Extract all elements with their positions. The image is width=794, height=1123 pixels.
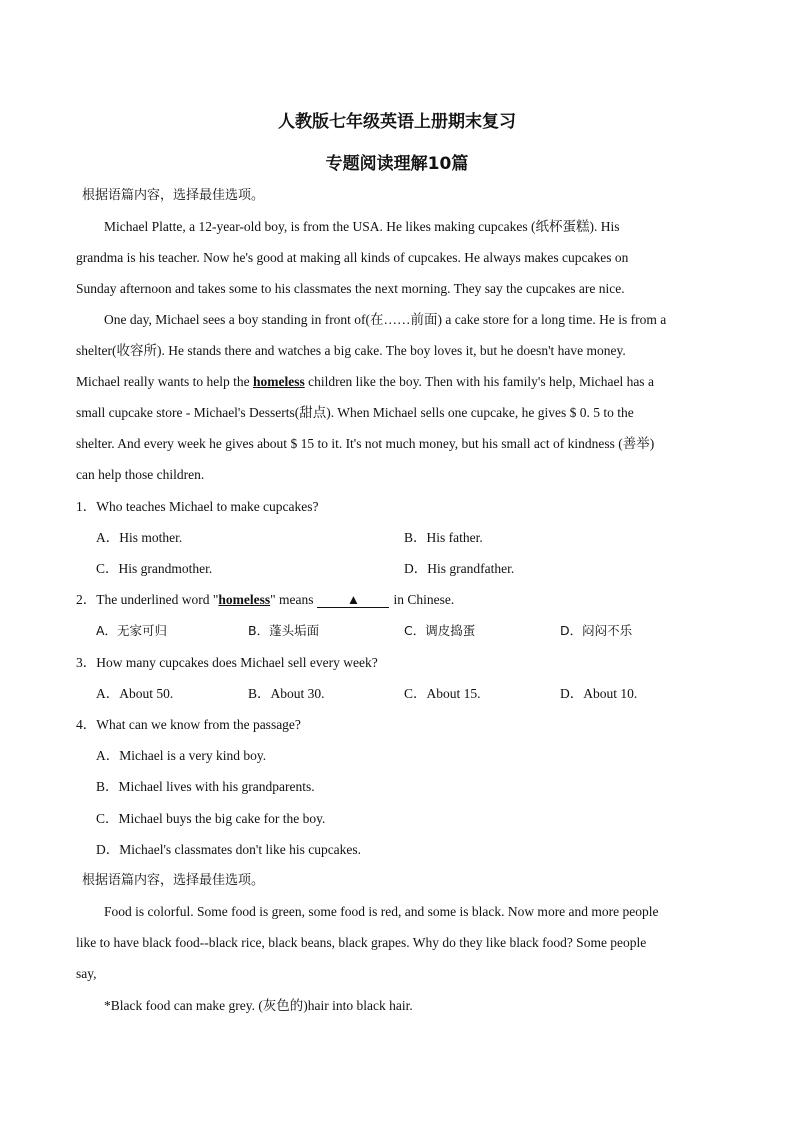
question-2-stem (76, 591, 454, 609)
homeless-keyword: homeless (252, 374, 305, 389)
option-text: B．蓬头垢面 (248, 623, 320, 638)
question-1-option-c[interactable]: C．His grandmother. (96, 561, 213, 576)
passage-1-line (76, 373, 654, 391)
question-2-text: " means (270, 592, 314, 607)
question-2-option-d[interactable] (560, 622, 632, 640)
question-3-option-d[interactable]: D．About 10. (560, 686, 638, 701)
passage-1-text: Michael really wants to help the (76, 374, 253, 389)
question-2-option-b[interactable] (248, 622, 319, 640)
question-2-text: in Chinese. (393, 592, 455, 607)
homeless-keyword: homeless (218, 592, 271, 607)
question-3-option-b[interactable]: B．About 30. (248, 686, 325, 701)
passage-1-line: small cupcake store - Michael's Desserts(甜点). When Michael sells one cupcake, he gives $ 0. 5 to the (76, 405, 634, 420)
question-2-option-c[interactable] (404, 622, 475, 640)
passage-1-line: Sunday afternoon and takes some to his classmates the next morning. They say the cupcakes are nice. (76, 281, 625, 296)
question-4-stem: 4．What can we know from the passage? (76, 717, 301, 732)
passage-1-line: Michael Platte, a 12-year-old boy, is from the USA. He likes making cupcakes (纸杯蛋糕). His (104, 219, 620, 234)
question-2-option-a[interactable] (96, 622, 167, 640)
question-2-text: 2．The underlined word " (76, 592, 219, 607)
question-4-option-d[interactable]: D．Michael's classmates don't like his cupcakes. (96, 842, 362, 857)
passage-2-line: *Black food can make grey. (灰色的)hair into black hair. (104, 998, 413, 1013)
question-1-option-d[interactable]: D．His grandfather. (404, 561, 515, 576)
passage-2-line: say, (76, 966, 97, 981)
document-subtitle: 专题阅读理解10篇 (325, 154, 469, 174)
passage-1-line: shelter. And every week he gives about $ 15 to it. It's not much money, but his small act of kindness (善举) (76, 436, 655, 451)
option-text: A．无家可归 (96, 623, 168, 638)
option-text: C．调皮捣蛋 (404, 623, 476, 638)
option-text: D．闷闷不乐 (560, 623, 633, 638)
question-3-option-a[interactable]: A．About 50. (96, 686, 174, 701)
question-4-option-a[interactable]: A．Michael is a very kind boy. (96, 748, 267, 763)
passage-2-line: like to have black food--black rice, black beans, black grapes. Why do they like black food? Some people (76, 935, 647, 950)
question-3-stem: 3．How many cupcakes does Michael sell every week? (76, 655, 378, 670)
document-title: 人教版七年级英语上册期末复习 (278, 112, 516, 132)
question-1-option-a[interactable]: A．His mother. (96, 530, 183, 545)
passage-1-text: children like the boy. Then with his family's help, Michael has a (304, 374, 654, 389)
passage-2-line: Food is colorful. Some food is green, some food is red, and some is black. Now more and more people (104, 904, 659, 919)
question-3-option-c[interactable]: C．About 15. (404, 686, 481, 701)
question-4-option-b[interactable]: B．Michael lives with his grandparents. (96, 779, 315, 794)
question-1-stem: 1．Who teaches Michael to make cupcakes? (76, 499, 319, 514)
passage-1-line: One day, Michael sees a boy standing in front of(在……前面) a cake store for a long time. He is from a (104, 312, 667, 327)
passage-1-line: can help those children. (76, 467, 205, 482)
question-1-option-b[interactable]: B．His father. (404, 530, 483, 545)
passage-1-line: shelter(收容所). He stands there and watches a big cake. The boy loves it, but he doesn't have money. (76, 343, 626, 358)
instruction-passage-1: 根据语篇内容，选择最佳选项。 (82, 188, 265, 203)
question-4-option-c[interactable]: C．Michael buys the big cake for the boy. (96, 811, 326, 826)
answer-blank[interactable]: ▲ (317, 593, 389, 608)
instruction-passage-2: 根据语篇内容，选择最佳选项。 (82, 873, 265, 888)
passage-1-line: grandma is his teacher. Now he's good at making all kinds of cupcakes. He always makes cupcakes on (76, 250, 629, 265)
